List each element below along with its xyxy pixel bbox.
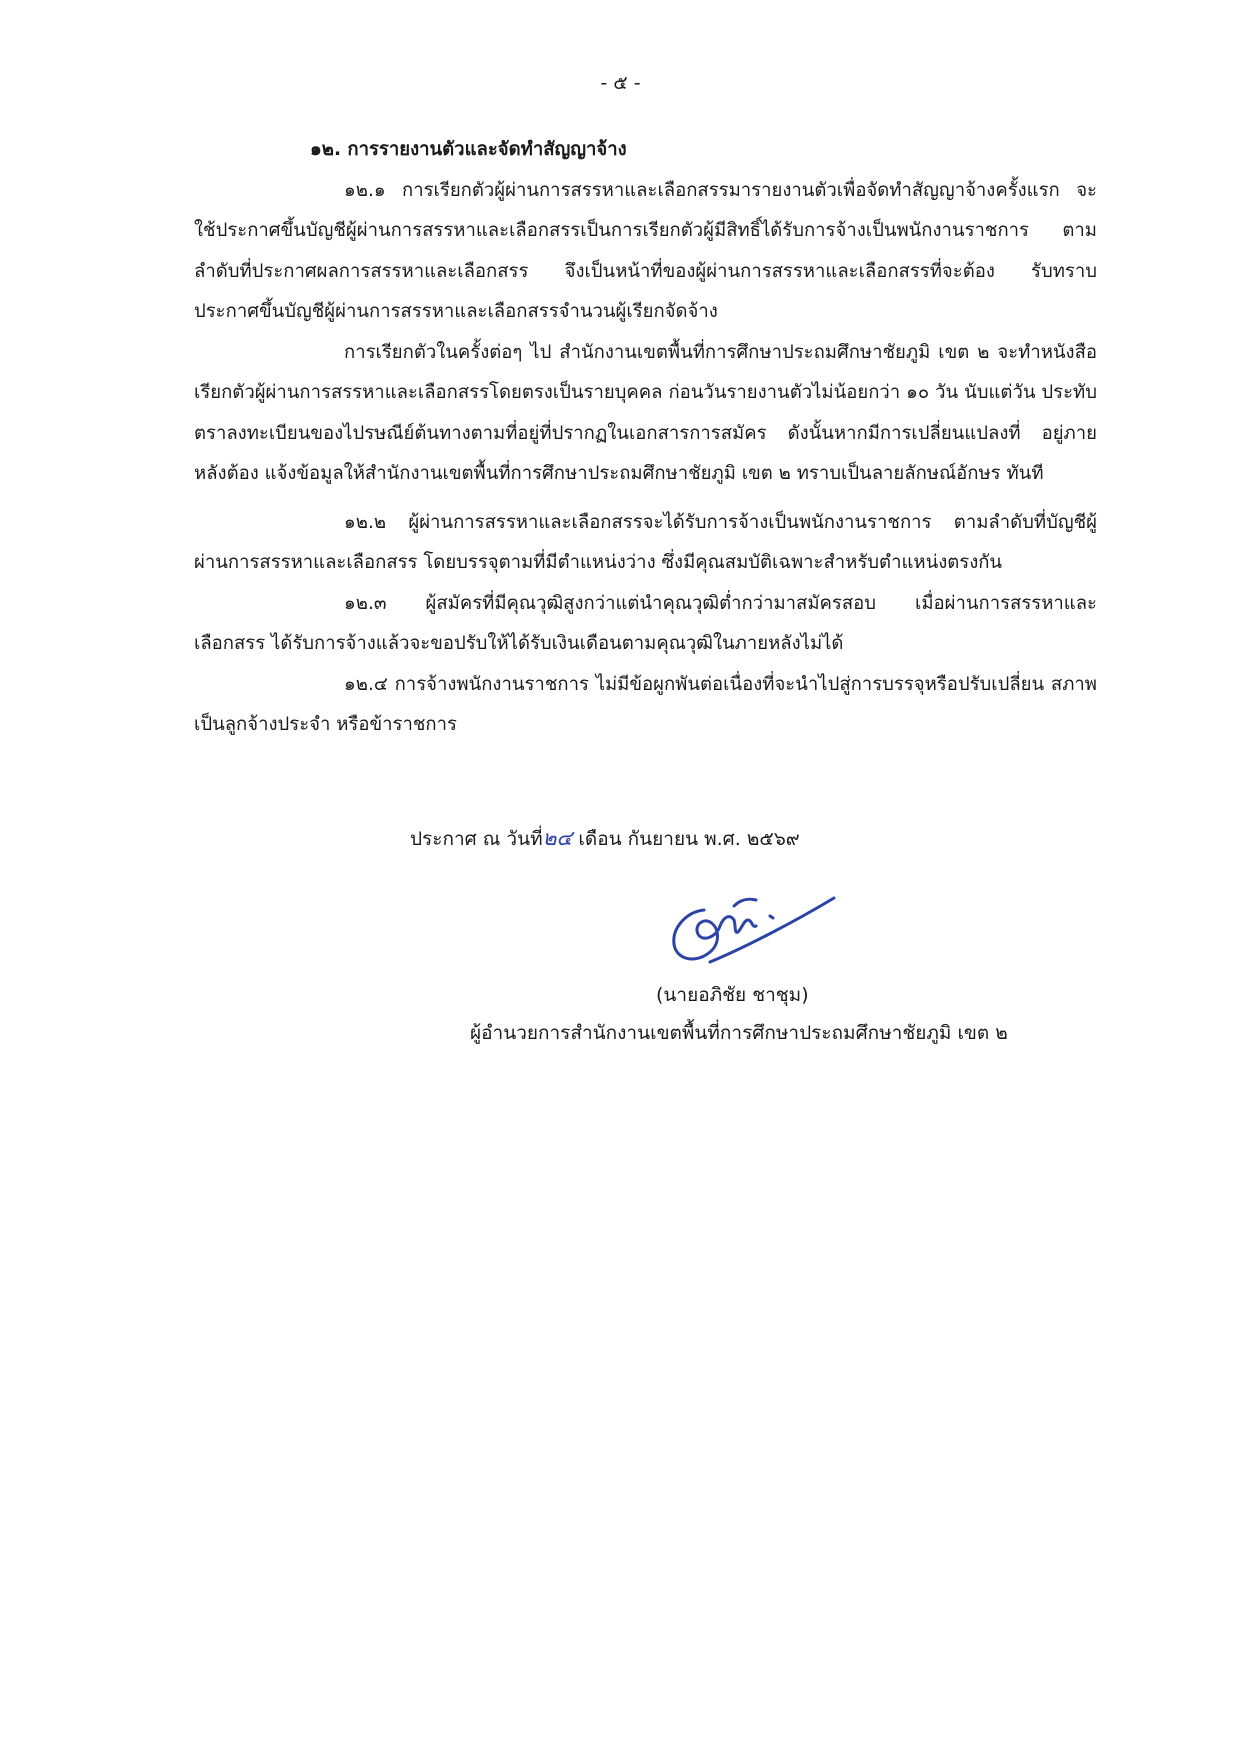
paragraph-12-2: ๑๒.๒ ผู้ผ่านการสรรหาและเลือกสรรจะได้รับการจ้างเป็นพนักงานราชการ ตามลำดับที่บัญชีผู้ ผ่านการสรรหาและเลือกสรร โดยบรรจุตามที่มีตำแหน่งว่าง ซึ่งมีคุณสมบัติเฉพาะสำหรับตำแหน่งตรงกัน (194, 511, 1097, 573)
announcement-prefix: ประกาศ ณ วันที่ (410, 828, 543, 850)
announcement-date-line (410, 822, 1110, 855)
announcement-month-year: เดือน กันยายน พ.ศ. ๒๕๖๙ (578, 828, 800, 850)
paragraph-12-4: ๑๒.๔ การจ้างพนักงานราชการ ไม่มีข้อผูกพันต่อเนื่องที่จะนำไปสู่การบรรจุหรือปรับเปลี่ยน สภาพเป็นลูกจ้างประจำ หรือข้าราชการ (194, 673, 1097, 735)
paragraph-12-1: ๑๒.๑ การเรียกตัวผู้ผ่านการสรรหาและเลือกสรรมารายงานตัวเพื่อจัดทำสัญญาจ้างครั้งแรก จะใช้ประกาศขึ้นบัญชีผู้ผ่านการสรรหาและเลือกสรรเป็นการเรียกตัวผู้มีสิทธิ์ได้รับการจ้างเป็นพนักงานราชการ ตามลำดับที่ประกาศผลการสรรหาและเลือกสรร จึงเป็นหน้าที่ของผู้ผ่านการสรรหาและเลือกสรรที่จะต้อง รับทราบประกาศขึ้นบัญชีผู้ผ่านการสรรหาและเลือกสรรจำนวนผู้เรียกจัดจ้าง (194, 179, 1097, 322)
page-number: - ๕ - (600, 72, 641, 94)
paragraph-12-1-continued: การเรียกตัวในครั้งต่อๆ ไป สำนักงานเขตพื้นที่การศึกษาประถมศึกษาชัยภูมิ เขต ๒ จะทำหนังสือ เรียกตัวผู้ผ่านการสรรหาและเลือกสรรโดยตรงเป็นรายบุคคล ก่อนวันรายงานตัวไม่น้อยกว่า ๑๐ วัน นับแต่วัน ประทับตราลงทะเบียนของไปรษณีย์ต้นทางตามที่อยู่ที่ปรากฏในเอกสารการสมัคร ดังนั้นหากมีการเปลี่ยนแปลงที่ อยู่ภายหลังต้อง แจ้งข้อมูลให้สำนักงานเขตพื้นที่การศึกษาประถมศึกษาชัยภูมิ เขต ๒ ทราบเป็นลายลักษณ์อักษร ทันที (194, 341, 1097, 484)
signer-name: (นายอภิชัย ชาชุม) (656, 984, 809, 1006)
section-12 (194, 130, 1097, 746)
paragraph-12-3: ๑๒.๓ ผู้สมัครที่มีคุณวุฒิสูงกว่าแต่นำคุณวุฒิต่ำกว่ามาสมัครสอบ เมื่อผ่านการสรรหาและ เลือกสรร ได้รับการจ้างแล้วจะขอปรับให้ได้รับเงินเดือนตามคุณวุฒิในภายหลังไม่ได้ (194, 592, 1097, 654)
signer-title: ผู้อำนวยการสำนักงานเขตพื้นที่การศึกษาประถมศึกษาชัยภูมิ เขต ๒ (470, 1022, 1008, 1044)
signature-block (0, 976, 1241, 1052)
signature-icon (664, 876, 844, 968)
handwritten-day: ๒๔ (542, 826, 573, 850)
section-heading: ๑๒. การรายงานตัวและจัดทำสัญญาจ้าง (310, 139, 627, 160)
